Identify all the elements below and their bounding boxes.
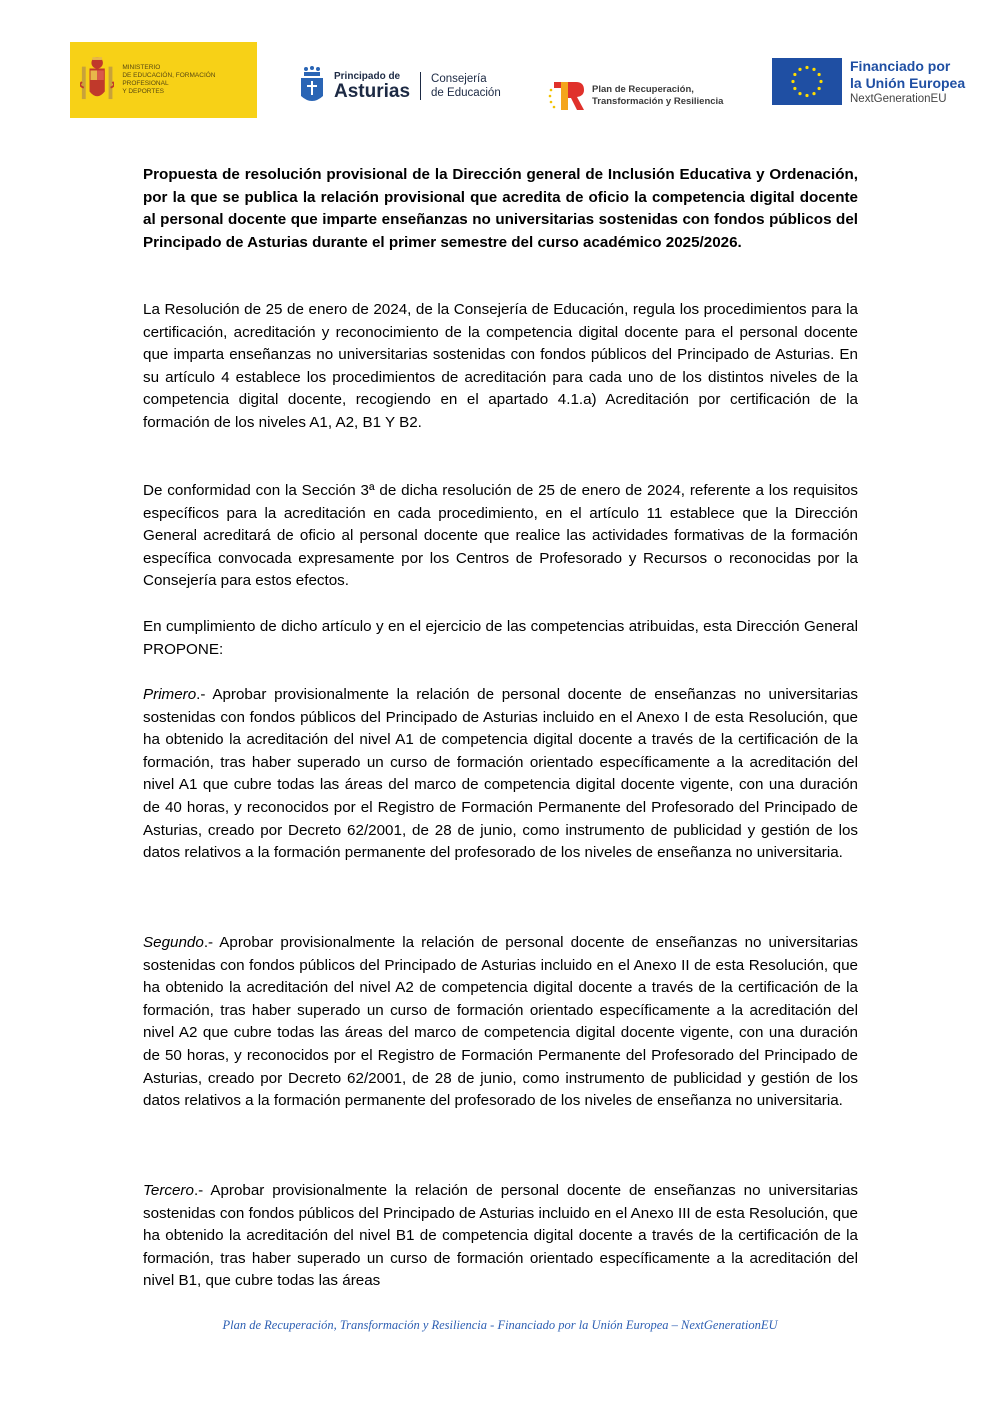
principado-asturias-logo (300, 64, 501, 108)
paragraph-2: De conformidad con la Sección 3ª de dicha resolución de 25 de enero de 2024, referente a los requisitos específicos para la acreditación en cada procedimiento, en el artículo 11 establece que la Dirección General acreditará de oficio al personal docente que realice las actividades formativas de la formación específica convocada expresamente por los Centros de Profesorado y Recursos o reconocidas por la Consejería para estos efectos. (143, 482, 858, 590)
tercero-text: .- Aprobar provisionalmente la relación de personal docente de enseñanzas no universitarias sostenidas con fondos públicos del Principado de Asturias incluido en el Anexo III de esta Resolución, que ha obtenido la acreditación del nivel B1 de competencia digital docente a través de la certificación de la formación, tras haber superado un curso de formación orientado específicamente a la acreditación del nivel B1, que cubre todas las áreas (143, 1182, 858, 1290)
ministerio-line-1: MINISTERIO (122, 64, 161, 71)
eu-star (805, 94, 808, 97)
ministerio-logo (70, 42, 257, 118)
eu-star (819, 80, 822, 83)
eu-star (805, 66, 808, 69)
asturias-shield-icon (300, 66, 324, 106)
eu-line-3: NextGenerationEU (850, 93, 947, 105)
eu-line-2: la Unión Europea (850, 75, 966, 91)
document-title: Propuesta de resolución provisional de la Dirección general de Inclusión Educativa y Ordenación, por la que se publica la relación provisional que acredita de oficio la competencia digital docente al personal docente que imparte enseñanzas no universitarias sostenidas con fondos públicos del Principado de Asturias durante el primer semestre del curso académico 2025/2026. (143, 166, 858, 251)
eu-line-1: Financiado por (850, 58, 951, 74)
eu-flag-icon (772, 58, 842, 105)
eu-star (798, 92, 801, 95)
primero-text: .- Aprobar provisionalmente la relación de personal docente de enseñanzas no universitarias sostenidas con fondos públicos del Principado de Asturias incluido en el Anexo I de esta Resolución, que ha obtenido la acreditación del nivel A1 de competencia digital docente a través de la certificación de la formación, tras haber superado un curso de formación orientado específicamente a la acreditación del nivel A1 que cubre todas las áreas del marco de competencia digital docente vigente, con una duración de 40 horas, y reconocidos por el Registro de Formación Permanente del Profesorado del Principado de Asturias, creado por Decreto 62/2001, de 28 de junio, como instrumento de publicidad y gestión de los datos relativos a la formación permanente del profesorado de los niveles de enseñanza no universitaria. (143, 686, 858, 862)
paragraph-tercero (143, 1180, 858, 1293)
segundo-label: Segundo (143, 934, 204, 951)
prtr-line-2: Transformación y Resiliencia (592, 96, 724, 107)
asturias-label: Asturias (334, 81, 411, 102)
page-footer: Plan de Recuperación, Transformación y Resiliencia - Financiado por la Unión Europea – NextGenerationEU (222, 1318, 778, 1332)
prtr-line-1: Plan de Recuperación, (592, 84, 694, 95)
eu-star (818, 73, 821, 76)
paragraph-3: En cumplimiento de dicho artículo y en el ejercicio de las competencias atribuidas, esta Dirección General PROPONE: (143, 618, 858, 658)
prtr-logo (548, 80, 723, 112)
logo-divider (420, 72, 421, 100)
consejeria-label: Consejería (431, 73, 487, 85)
eu-star (791, 80, 794, 83)
primero-label: Primero (143, 686, 197, 703)
eu-star (812, 92, 815, 95)
tercero-label: Tercero (143, 1182, 194, 1199)
eu-star (812, 68, 815, 71)
paragraph-1: La Resolución de 25 de enero de 2024, de la Consejería de Educación, regula los procedimientos para la certificación, acreditación y reconocimiento de la competencia digital docente para el personal docente que imparta enseñanzas no universitarias sostenidas con fondos públicos del Principado de Asturias. En su artículo 4 establece los procedimientos de acreditación para cada uno de los distintos niveles de la competencia digital docente, recogiendo en el apartado 4.1.a) Acreditación por certificación de la formación de los niveles A1, A2, B1 Y B2. (143, 301, 858, 431)
ministerio-line-2: DE EDUCACIÓN, FORMACIÓN PROFESIONAL (122, 72, 216, 87)
ministerio-line-3: Y DEPORTES (122, 88, 164, 95)
principado-label: Principado de (334, 71, 401, 82)
paragraph-primero (143, 684, 858, 865)
prtr-tr-icon (548, 80, 586, 112)
header-logos (70, 42, 970, 120)
eu-star (798, 68, 801, 71)
eu-star (793, 87, 796, 90)
segundo-text: .- Aprobar provisionalmente la relación de personal docente de enseñanzas no universitarias sostenidas con fondos públicos del Principado de Asturias incluido en el Anexo II de esta Resolución, que ha obtenido la acreditación del nivel A2 de competencia digital docente a través de la certificación de la formación, tras haber superado un curso de formación orientado específicamente a la acreditación del nivel A2 que cubre todas las áreas del marco de competencia digital docente vigente, con una duración de 50 horas, y reconocidos por el Registro de Formación Permanente del Profesorado del Principado de Asturias, creado por Decreto 62/2001, de 28 de junio, como instrumento de publicidad y gestión de los datos relativos a la formación permanente del profesorado de los niveles de enseñanza no universitaria. (143, 934, 858, 1110)
paragraph-segundo (143, 932, 858, 1113)
eu-funding-logo (772, 58, 965, 107)
eu-star (818, 87, 821, 90)
coat-of-arms-icon (80, 52, 114, 108)
eu-star (793, 73, 796, 76)
educacion-label: de Educación (431, 87, 501, 99)
